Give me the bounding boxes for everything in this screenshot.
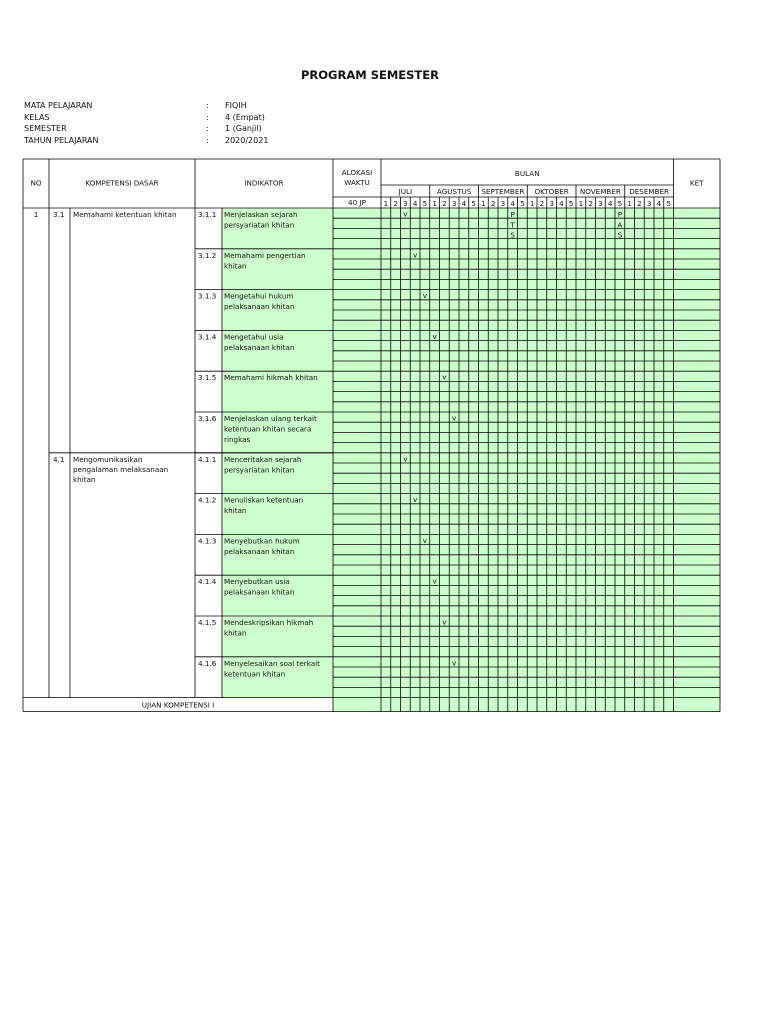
kd-code: 3.1	[53, 210, 65, 219]
kd-code: 4.1	[53, 454, 65, 464]
indicator-code: 3.1.1	[198, 210, 217, 219]
kd-text: Memahami ketentuan khitan	[73, 210, 177, 219]
meta-value: FIQIH	[225, 101, 247, 110]
week-number: 4	[656, 199, 662, 208]
indicator-text: Menyebutkan hukum	[224, 536, 300, 546]
check-mark: v	[403, 209, 408, 219]
indicator-code: 4.1.4	[198, 577, 217, 587]
meta-separator: :	[206, 136, 209, 146]
kd-text: pengalaman melaksanaan	[73, 464, 169, 474]
indicator-text: khitan	[224, 506, 247, 516]
indicator-code: 4.1.6	[198, 658, 217, 668]
indicator-code: 4.1.3	[198, 536, 217, 546]
week-number: 1	[432, 199, 437, 208]
check-mark: v	[442, 617, 447, 627]
indicator-text: ketentuan khitan secara	[224, 424, 312, 434]
check-mark: v	[432, 331, 437, 341]
header-alokasi: ALOKASI	[341, 168, 373, 177]
check-mark: v	[412, 250, 418, 260]
check-mark: v	[403, 454, 408, 464]
indicator-text: Mendeskripsikan hikmah	[224, 618, 314, 627]
check-mark: v	[442, 372, 447, 382]
month-label: DESEMBER	[629, 187, 670, 196]
indicator-text: Menyebutkan usia	[224, 577, 290, 587]
header-indikator: INDIKATOR	[244, 178, 284, 188]
week-number: 3	[598, 199, 603, 208]
indicator-text: persyariatan khitan	[224, 465, 295, 475]
indicator-text: ringkas	[224, 435, 251, 444]
week-number: 4	[607, 199, 613, 208]
week-number: 3	[549, 199, 554, 208]
meta-separator: :	[206, 112, 209, 122]
header-no: NO	[30, 178, 42, 188]
week-number: 2	[588, 199, 593, 208]
indicator-text: pelaksanaan khitan	[224, 342, 295, 352]
week-number: 2	[393, 199, 398, 208]
vertical-mark-letter: P	[617, 210, 623, 219]
check-mark: v	[432, 576, 437, 586]
indicator-code: 3.1.5	[198, 373, 217, 383]
week-number: 2	[442, 199, 447, 208]
indicator-code: 4.1.5	[198, 618, 217, 627]
week-number: 1	[627, 199, 632, 208]
meta-label: KELAS	[24, 112, 50, 122]
check-mark: v	[412, 495, 418, 505]
indicator-text: Menyelesaikan soal terkait	[224, 658, 320, 668]
week-number: 1	[481, 199, 486, 208]
week-number: 1	[578, 199, 584, 208]
indicator-text: khitan	[224, 261, 247, 271]
meta-label: MATA PELAJARAN	[24, 101, 93, 110]
week-number: 3	[451, 199, 457, 208]
week-number: 4	[559, 199, 564, 208]
page-title: PROGRAM SEMESTER	[301, 68, 439, 82]
header-waktu: WAKTU	[344, 178, 370, 187]
meta-value: 4 (Empat)	[225, 112, 265, 122]
week-number: 4	[510, 199, 515, 208]
indicator-code: 4.1.2	[198, 495, 217, 505]
vertical-mark-letter: A	[617, 220, 623, 230]
meta-label: SEMESTER	[24, 124, 67, 134]
vertical-mark-letter: P	[510, 210, 515, 219]
alokasi-value: 40 JP	[348, 198, 366, 207]
indicator-code: 4.1.1	[198, 454, 217, 464]
check-mark: v	[422, 291, 428, 301]
week-number: 3	[500, 199, 506, 208]
indicator-text: Menceritakan sejarah	[224, 454, 302, 464]
indicator-code: 3.1.6	[198, 414, 217, 423]
vertical-mark-letter: S	[617, 230, 623, 240]
check-mark: v	[451, 413, 457, 423]
month-label: SEPTEMBER	[481, 187, 525, 196]
week-number: 5	[568, 199, 574, 208]
kd-text: Mengomunikasikan	[73, 454, 143, 464]
indicator-text: Menjelaskan ulang terkait	[224, 414, 317, 423]
indicator-text: pelaksanaan khitan	[224, 302, 295, 312]
check-mark: v	[422, 535, 428, 545]
week-number: 4	[461, 199, 467, 208]
month-label: JULI	[398, 187, 413, 196]
indicator-text: Menjelaskan sejarah	[224, 210, 298, 219]
month-label: OKTOBER	[534, 187, 569, 196]
week-number: 5	[422, 199, 428, 208]
month-label: AGUSTUS	[436, 187, 472, 196]
week-number: 5	[471, 199, 476, 208]
indicator-text: khitan	[224, 628, 247, 638]
indicator-text: pelaksanaan khitan	[224, 546, 295, 556]
indicator-code: 3.1.2	[198, 250, 217, 260]
week-number: 4	[412, 199, 418, 208]
indicator-code: 3.1.3	[198, 291, 217, 301]
indicator-text: Memahami hikmah khitan	[224, 373, 318, 383]
indicator-text: Menuliskan ketentuan	[224, 495, 304, 505]
kd-number: 1	[33, 210, 39, 219]
week-number: 5	[520, 199, 525, 208]
indicator-text: Mengetahui usia	[224, 332, 284, 342]
week-number: 3	[646, 199, 652, 208]
week-number: 3	[403, 199, 408, 208]
footer-label: UJIAN KOMPETENSI I	[141, 700, 215, 710]
meta-value: 2020/2021	[225, 136, 269, 146]
week-number: 2	[539, 199, 545, 208]
week-number: 1	[529, 199, 535, 208]
week-number: 5	[666, 199, 671, 208]
week-number: 1	[383, 199, 389, 208]
vertical-mark-letter: T	[510, 220, 515, 230]
indicator-text: persyariatan khitan	[224, 220, 295, 230]
indicator-text: Memahami pengertian	[224, 250, 306, 260]
vertical-mark-letter: S	[510, 230, 515, 240]
meta-separator: :	[206, 124, 209, 134]
indicator-text: ketentuan khitan	[224, 669, 286, 679]
header-kd: KOMPETENSI DASAR	[85, 178, 159, 188]
header-ket: KET	[689, 178, 704, 188]
week-number: 5	[617, 199, 623, 208]
indicator-text: Mengetahui hukum	[224, 291, 294, 301]
indicator-text: pelaksanaan khitan	[224, 587, 295, 597]
indicator-code: 3.1.4	[198, 332, 217, 342]
meta-separator: :	[206, 101, 209, 110]
kd-text: khitan	[73, 474, 96, 484]
meta-value: 1 (Ganjil)	[225, 124, 262, 134]
meta-label: TAHUN PELAJARAN	[24, 136, 99, 146]
header-bulan: BULAN	[514, 169, 540, 178]
month-label: NOVEMBER	[579, 187, 621, 196]
check-mark: v	[451, 658, 457, 668]
week-number: 2	[490, 199, 496, 208]
week-number: 2	[637, 199, 642, 208]
